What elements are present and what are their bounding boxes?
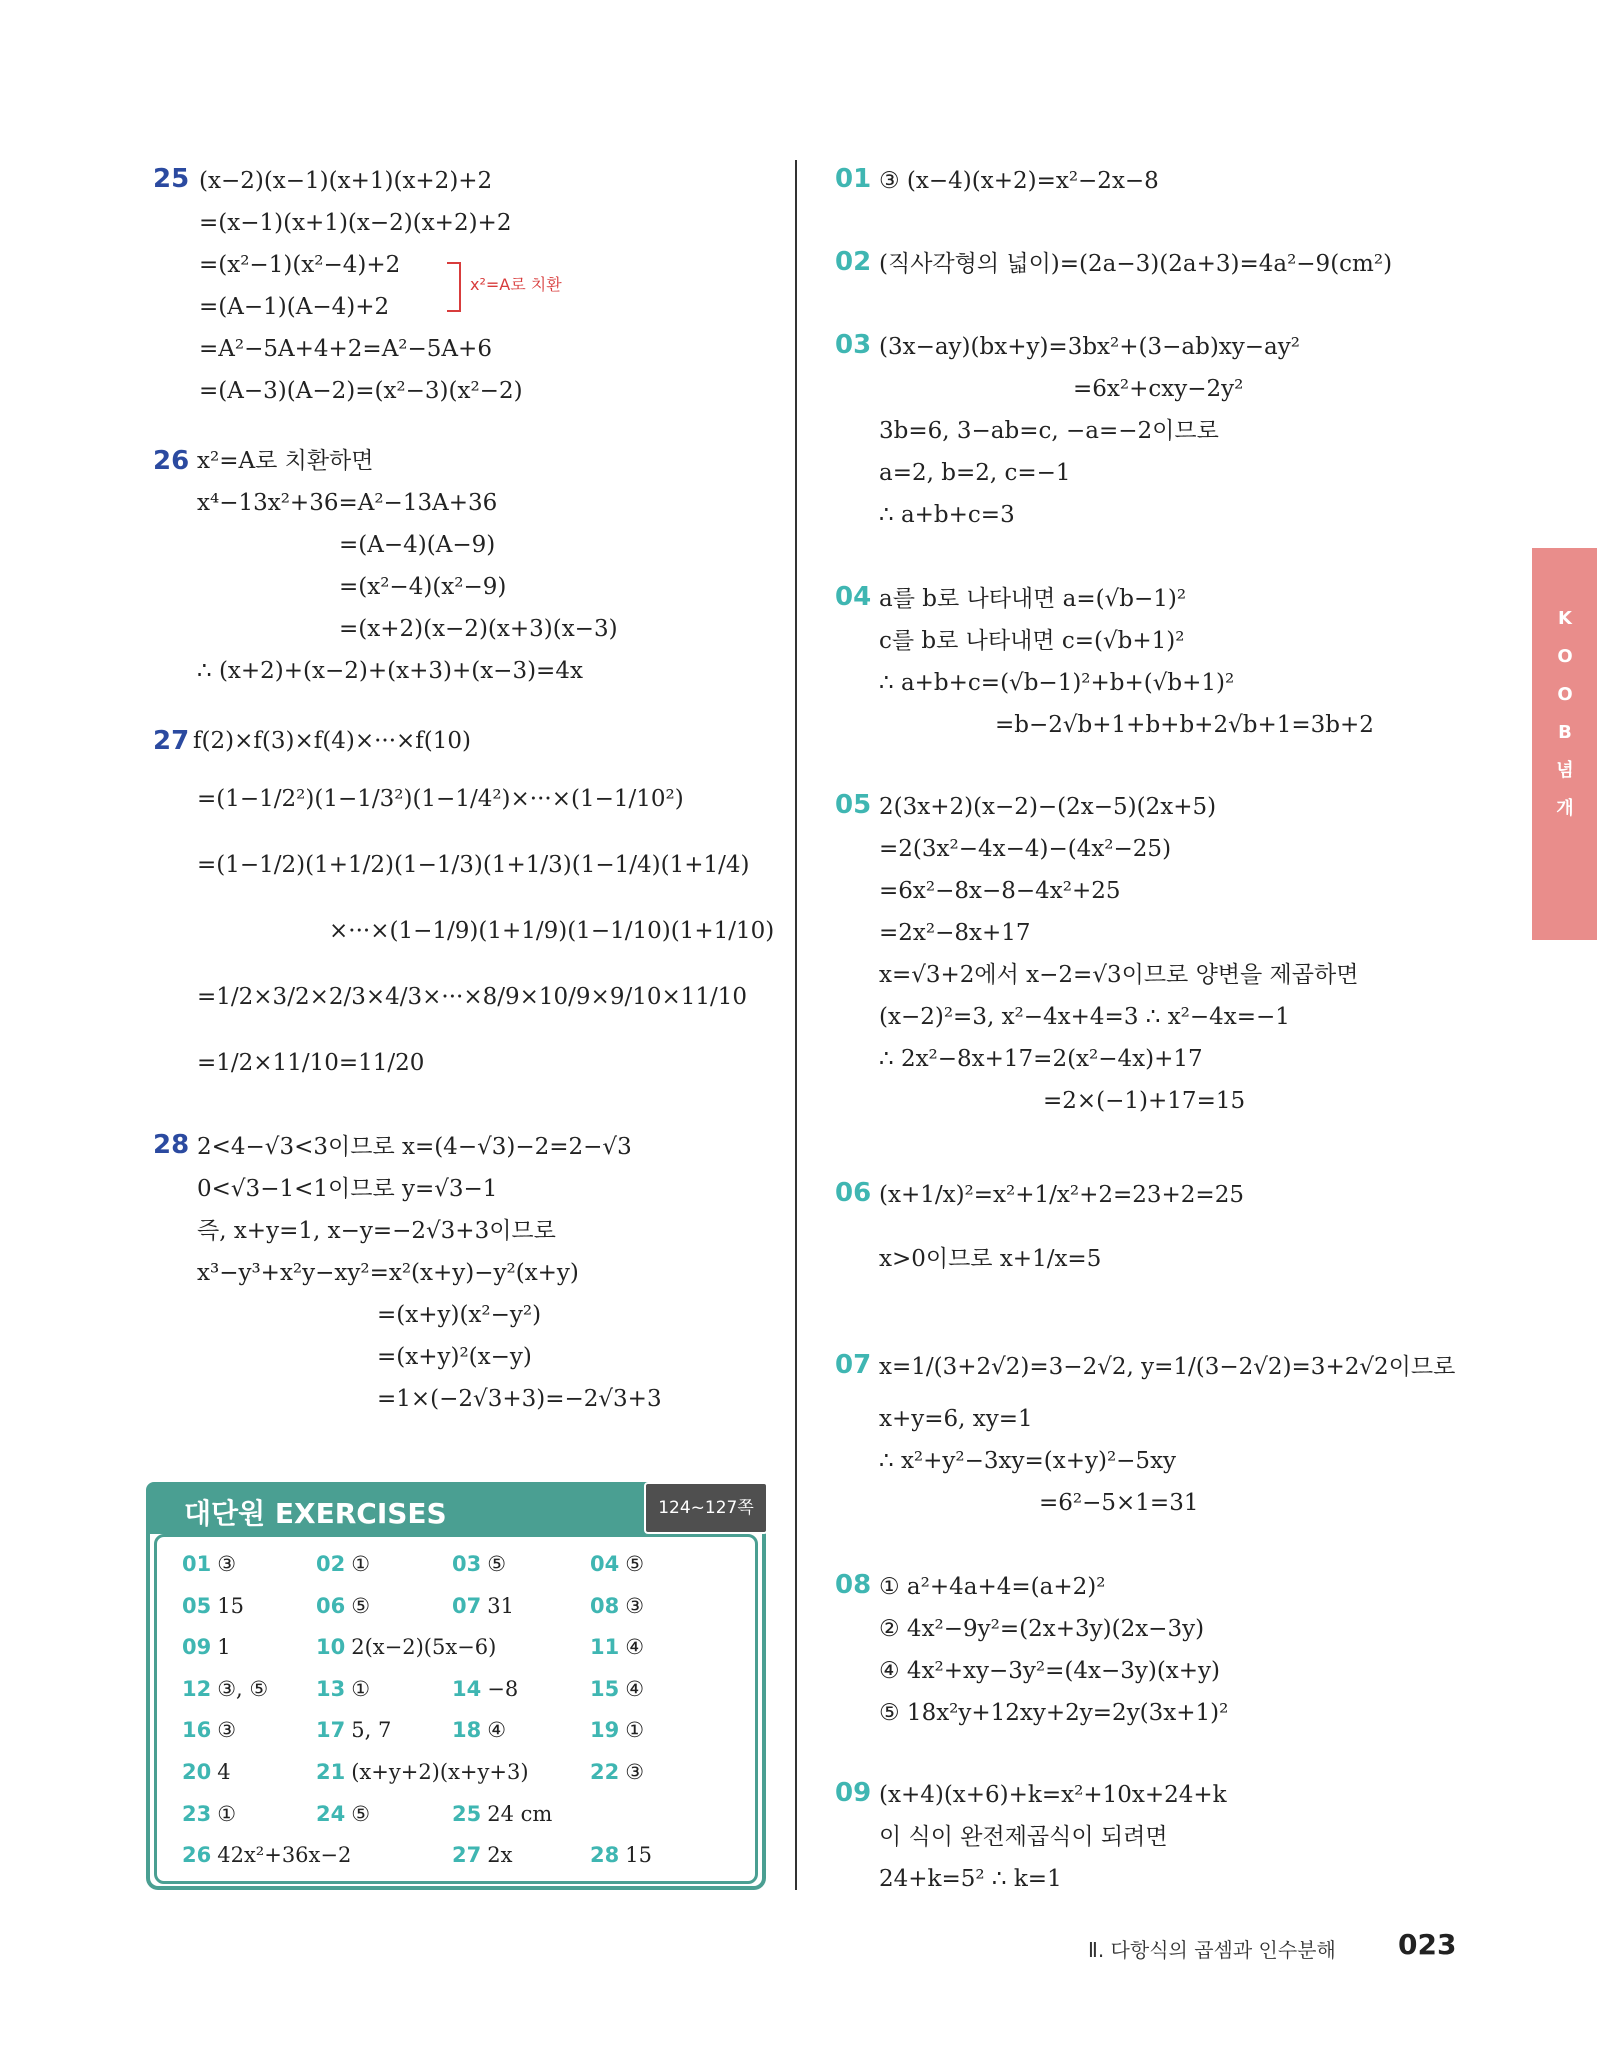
- solution-line: =(1−1/2²)(1−1/3²)(1−1/4²)×···×(1−1/10²): [197, 786, 684, 812]
- problem-number: 26: [153, 446, 190, 476]
- exercise-answer: [590, 1594, 644, 1618]
- problem-number: 05: [835, 790, 872, 820]
- solution-line: 0<√3−1<1이므로 y=√3−1: [197, 1176, 498, 1202]
- solution-line: 이 식이 완전제곱식이 되려면: [879, 1824, 1168, 1850]
- solution-line: ∴ x²+y²−3xy=(x+y)²−5xy: [879, 1448, 1177, 1474]
- solution-line: ∴ a+b+c=(√b−1)²+b+(√b+1)²: [879, 670, 1235, 696]
- solution-line: =(A−1)(A−4)+2: [199, 294, 390, 320]
- exercise-answer-value: −8: [487, 1676, 519, 1701]
- solution-line: =A²−5A+4+2=A²−5A+6: [199, 336, 492, 362]
- exercise-answer: [182, 1552, 236, 1576]
- exercise-answer: [182, 1594, 244, 1618]
- solution-line: ∴ (x+2)+(x−2)+(x+3)+(x−3)=4x: [197, 658, 583, 684]
- exercise-answer-value: 15: [217, 1593, 244, 1618]
- problem-number: 27: [153, 726, 190, 756]
- exercise-answer: [316, 1760, 529, 1784]
- exercise-answer-value: ①: [351, 1676, 371, 1701]
- exercise-answer-value: 2x: [487, 1843, 513, 1868]
- problem-number: 02: [835, 247, 872, 277]
- exercise-answer-number: 15: [590, 1676, 620, 1701]
- exercise-answer-value: ④: [625, 1635, 645, 1660]
- solution-line: =(A−4)(A−9): [339, 532, 496, 558]
- exercises-answer-grid: [154, 1534, 758, 1884]
- exercise-answer-number: 07: [452, 1593, 482, 1618]
- exercise-answer-value: ③, ⑤: [217, 1676, 269, 1701]
- exercise-answer-value: 42x²+36x−2: [217, 1843, 352, 1868]
- exercise-answer: [452, 1802, 552, 1826]
- exercise-answer-value: ⑤: [625, 1552, 645, 1576]
- substitution-annotation: x²=A로 치환: [470, 275, 562, 294]
- exercise-answer-value: ①: [625, 1718, 645, 1743]
- exercise-answer-number: 17: [316, 1718, 346, 1743]
- problem-number: 07: [835, 1350, 872, 1380]
- solution-line: ③ (x−4)(x+2)=x²−2x−8: [879, 168, 1159, 194]
- solution-line: =(x²−1)(x²−4)+2: [199, 252, 401, 278]
- exercise-answer: [590, 1552, 644, 1576]
- solution-line: =2x²−8x+17: [879, 920, 1031, 946]
- exercise-answer-number: 21: [316, 1760, 346, 1784]
- exercise-answer-number: 23: [182, 1801, 212, 1826]
- solution-line: ② 4x²−9y²=(2x+3y)(2x−3y): [879, 1616, 1205, 1642]
- solution-line: =(A−3)(A−2)=(x²−3)(x²−2): [199, 378, 523, 404]
- solution-line: =1/2×3/2×2/3×4/3×···×8/9×10/9×9/10×11/10: [197, 984, 748, 1010]
- solution-line: 즉, x+y=1, x−y=−2√3+3이므로: [197, 1218, 556, 1244]
- exercise-answer: [590, 1635, 644, 1659]
- exercise-answer-number: 27: [452, 1843, 482, 1868]
- exercise-answer-number: 05: [182, 1593, 212, 1618]
- exercise-answer-value: ③: [625, 1593, 645, 1618]
- solution-line: (x+1/x)²=x²+1/x²+2=23+2=25: [879, 1182, 1244, 1208]
- exercise-answer: [182, 1635, 231, 1659]
- exercise-answer: [316, 1802, 370, 1826]
- exercise-answer-number: 03: [452, 1552, 482, 1576]
- solution-line: =6x²−8x−8−4x²+25: [879, 878, 1121, 904]
- exercise-answer: [316, 1552, 370, 1576]
- solution-line: ∴ a+b+c=3: [879, 502, 1015, 528]
- exercise-answer-value: ④: [487, 1718, 507, 1743]
- solution-line: 2(3x+2)(x−2)−(2x−5)(2x+5): [879, 794, 1217, 820]
- solution-line: 3b=6, 3−ab=c, −a=−2이므로: [879, 418, 1219, 444]
- solution-line: =1/2×11/10=11/20: [197, 1050, 425, 1076]
- exercise-answer-number: 24: [316, 1801, 346, 1826]
- exercise-answer-value: ①: [351, 1552, 371, 1576]
- solution-line: x³−y³+x²y−xy²=x²(x+y)−y²(x+y): [197, 1260, 579, 1286]
- solution-line: ⑤ 18x²y+12xy+2y=2y(3x+1)²: [879, 1700, 1229, 1726]
- page-number: 023: [1398, 1928, 1457, 1961]
- solution-line: =6²−5×1=31: [1039, 1490, 1199, 1516]
- problem-number: 01: [835, 164, 872, 194]
- exercise-answer-value: 1: [217, 1635, 231, 1660]
- problem-number: 09: [835, 1778, 872, 1808]
- exercise-answer-value: ⑤: [487, 1552, 507, 1576]
- solution-line: x+y=6, xy=1: [879, 1406, 1033, 1432]
- exercise-answer-value: 4: [217, 1760, 231, 1784]
- exercise-answer-value: ③: [217, 1718, 237, 1743]
- exercise-answer: [316, 1635, 496, 1659]
- solution-line: 2<4−√3<3이므로 x=(4−√3)−2=2−√3: [197, 1134, 632, 1160]
- problem-number: 25: [153, 164, 190, 194]
- exercise-answer-number: 18: [452, 1718, 482, 1743]
- solution-line: x=1/(3+2√2)=3−2√2, y=1/(3−2√2)=3+2√2이므로: [879, 1354, 1456, 1380]
- solution-line: ④ 4x²+xy−3y²=(4x−3y)(x+y): [879, 1658, 1221, 1684]
- exercise-answer-value: 15: [625, 1843, 652, 1868]
- side-tab-label: K O O B 념 개: [1556, 608, 1574, 819]
- column-divider: [795, 160, 797, 1890]
- exercise-answer-number: 19: [590, 1718, 620, 1743]
- exercise-answer-value: ⑤: [351, 1801, 371, 1826]
- solution-line: =6x²+cxy−2y²: [1073, 376, 1244, 402]
- solution-line: ① a²+4a+4=(a+2)²: [879, 1574, 1106, 1600]
- exercise-answer-value: 24 cm: [487, 1801, 553, 1826]
- exercise-answer: [452, 1718, 506, 1742]
- solution-line: =(x+y)(x²−y²): [377, 1302, 542, 1328]
- solution-line: ×···×(1−1/9)(1+1/9)(1−1/10)(1+1/10): [329, 918, 775, 944]
- problem-number: 04: [835, 582, 872, 612]
- exercise-answer-number: 10: [316, 1635, 346, 1660]
- problem-number: 06: [835, 1178, 872, 1208]
- exercise-answer-number: 11: [590, 1635, 620, 1660]
- substitution-bracket: [447, 262, 461, 312]
- solution-line: (x−2)(x−1)(x+1)(x+2)+2: [199, 168, 493, 194]
- solution-line: f(2)×f(3)×f(4)×···×f(10): [193, 728, 472, 754]
- exercise-answer-number: 20: [182, 1760, 212, 1784]
- solution-line: (x−2)²=3, x²−4x+4=3 ∴ x²−4x=−1: [879, 1004, 1290, 1030]
- solution-line: c를 b로 나타내면 c=(√b+1)²: [879, 628, 1185, 654]
- exercise-answer-number: 09: [182, 1635, 212, 1660]
- exercise-answer: [182, 1718, 236, 1742]
- solution-line: x²=A로 치환하면: [197, 448, 374, 474]
- solution-line: =(x²−4)(x²−9): [339, 574, 507, 600]
- solution-line: =(x+y)²(x−y): [377, 1344, 532, 1370]
- exercise-answer-number: 22: [590, 1760, 620, 1784]
- exercise-answer-value: 2(x−2)(5x−6): [351, 1635, 497, 1660]
- exercise-answer-value: ①: [217, 1801, 237, 1826]
- exercise-answer-value: ③: [217, 1552, 237, 1576]
- solution-line: x>0이므로 x+1/x=5: [879, 1246, 1102, 1272]
- exercise-answer: [316, 1718, 391, 1742]
- solution-line: a=2, b=2, c=−1: [879, 460, 1071, 486]
- exercises-page-range: 124~127쪽: [644, 1482, 768, 1534]
- solution-line: =1×(−2√3+3)=−2√3+3: [377, 1386, 662, 1412]
- solution-line: =2×(−1)+17=15: [1043, 1088, 1246, 1114]
- exercise-answer-number: 12: [182, 1676, 212, 1701]
- exercise-answer-number: 16: [182, 1718, 212, 1743]
- solution-line: ∴ 2x²−8x+17=2(x²−4x)+17: [879, 1046, 1203, 1072]
- exercise-answer-number: 08: [590, 1593, 620, 1618]
- footer-section-title: Ⅱ. 다항식의 곱셈과 인수분해: [1088, 1938, 1336, 1962]
- exercise-answer: [590, 1760, 644, 1784]
- solution-line: (직사각형의 넓이)=(2a−3)(2a+3)=4a²−9(cm²): [879, 251, 1393, 277]
- exercises-title: 대단원 EXERCISES: [184, 1497, 447, 1530]
- exercise-answer: [452, 1677, 518, 1701]
- exercise-answer-number: 28: [590, 1843, 620, 1868]
- problem-number: 28: [153, 1130, 190, 1160]
- exercise-answer-value: ③: [625, 1760, 645, 1784]
- exercise-answer-number: 01: [182, 1552, 212, 1576]
- exercise-answer-number: 14: [452, 1676, 482, 1701]
- exercise-answer: [452, 1552, 506, 1576]
- solution-line: =(1−1/2)(1+1/2)(1−1/3)(1+1/3)(1−1/4)(1+1/4): [197, 852, 750, 878]
- exercise-answer: [182, 1677, 268, 1701]
- exercise-answer-number: 13: [316, 1676, 346, 1701]
- solution-line: x⁴−13x²+36=A²−13A+36: [197, 490, 498, 516]
- exercise-answer: [590, 1718, 644, 1742]
- exercise-answer: [316, 1594, 370, 1618]
- exercise-answer: [452, 1594, 514, 1618]
- solution-line: a를 b로 나타내면 a=(√b−1)²: [879, 586, 1187, 612]
- exercise-answer: [182, 1802, 236, 1826]
- solution-line: =b−2√b+1+b+b+2√b+1=3b+2: [995, 712, 1374, 738]
- exercise-answer-number: 06: [316, 1593, 346, 1618]
- exercise-answer: [182, 1843, 351, 1867]
- problem-number: 03: [835, 330, 872, 360]
- exercise-answer-number: 26: [182, 1843, 212, 1868]
- exercise-answer-number: 04: [590, 1552, 620, 1576]
- exercise-answer-number: 02: [316, 1552, 346, 1576]
- exercise-answer-value: 5, 7: [351, 1718, 392, 1743]
- exercise-answer: [590, 1843, 652, 1867]
- solution-line: (x+4)(x+6)+k=x²+10x+24+k: [879, 1782, 1227, 1808]
- exercise-answer: [452, 1843, 512, 1867]
- exercise-answer-value: ④: [625, 1676, 645, 1701]
- solution-line: =2(3x²−4x−4)−(4x²−25): [879, 836, 1172, 862]
- solution-line: (3x−ay)(bx+y)=3bx²+(3−ab)xy−ay²: [879, 334, 1300, 360]
- exercise-answer-value: ⑤: [351, 1593, 371, 1618]
- exercise-answer-number: 25: [452, 1801, 482, 1826]
- problem-number: 08: [835, 1570, 872, 1600]
- exercise-answer: [590, 1677, 644, 1701]
- solution-line: =(x+2)(x−2)(x+3)(x−3): [339, 616, 618, 642]
- solution-line: x=√3+2에서 x−2=√3이므로 양변을 제곱하면: [879, 962, 1359, 988]
- exercise-answer: [182, 1760, 231, 1784]
- exercise-answer: [316, 1677, 370, 1701]
- solution-line: =(x−1)(x+1)(x−2)(x+2)+2: [199, 210, 512, 236]
- exercise-answer-value: 31: [487, 1593, 514, 1618]
- solution-line: 24+k=5² ∴ k=1: [879, 1866, 1062, 1892]
- exercise-answer-value: (x+y+2)(x+y+3): [351, 1760, 529, 1784]
